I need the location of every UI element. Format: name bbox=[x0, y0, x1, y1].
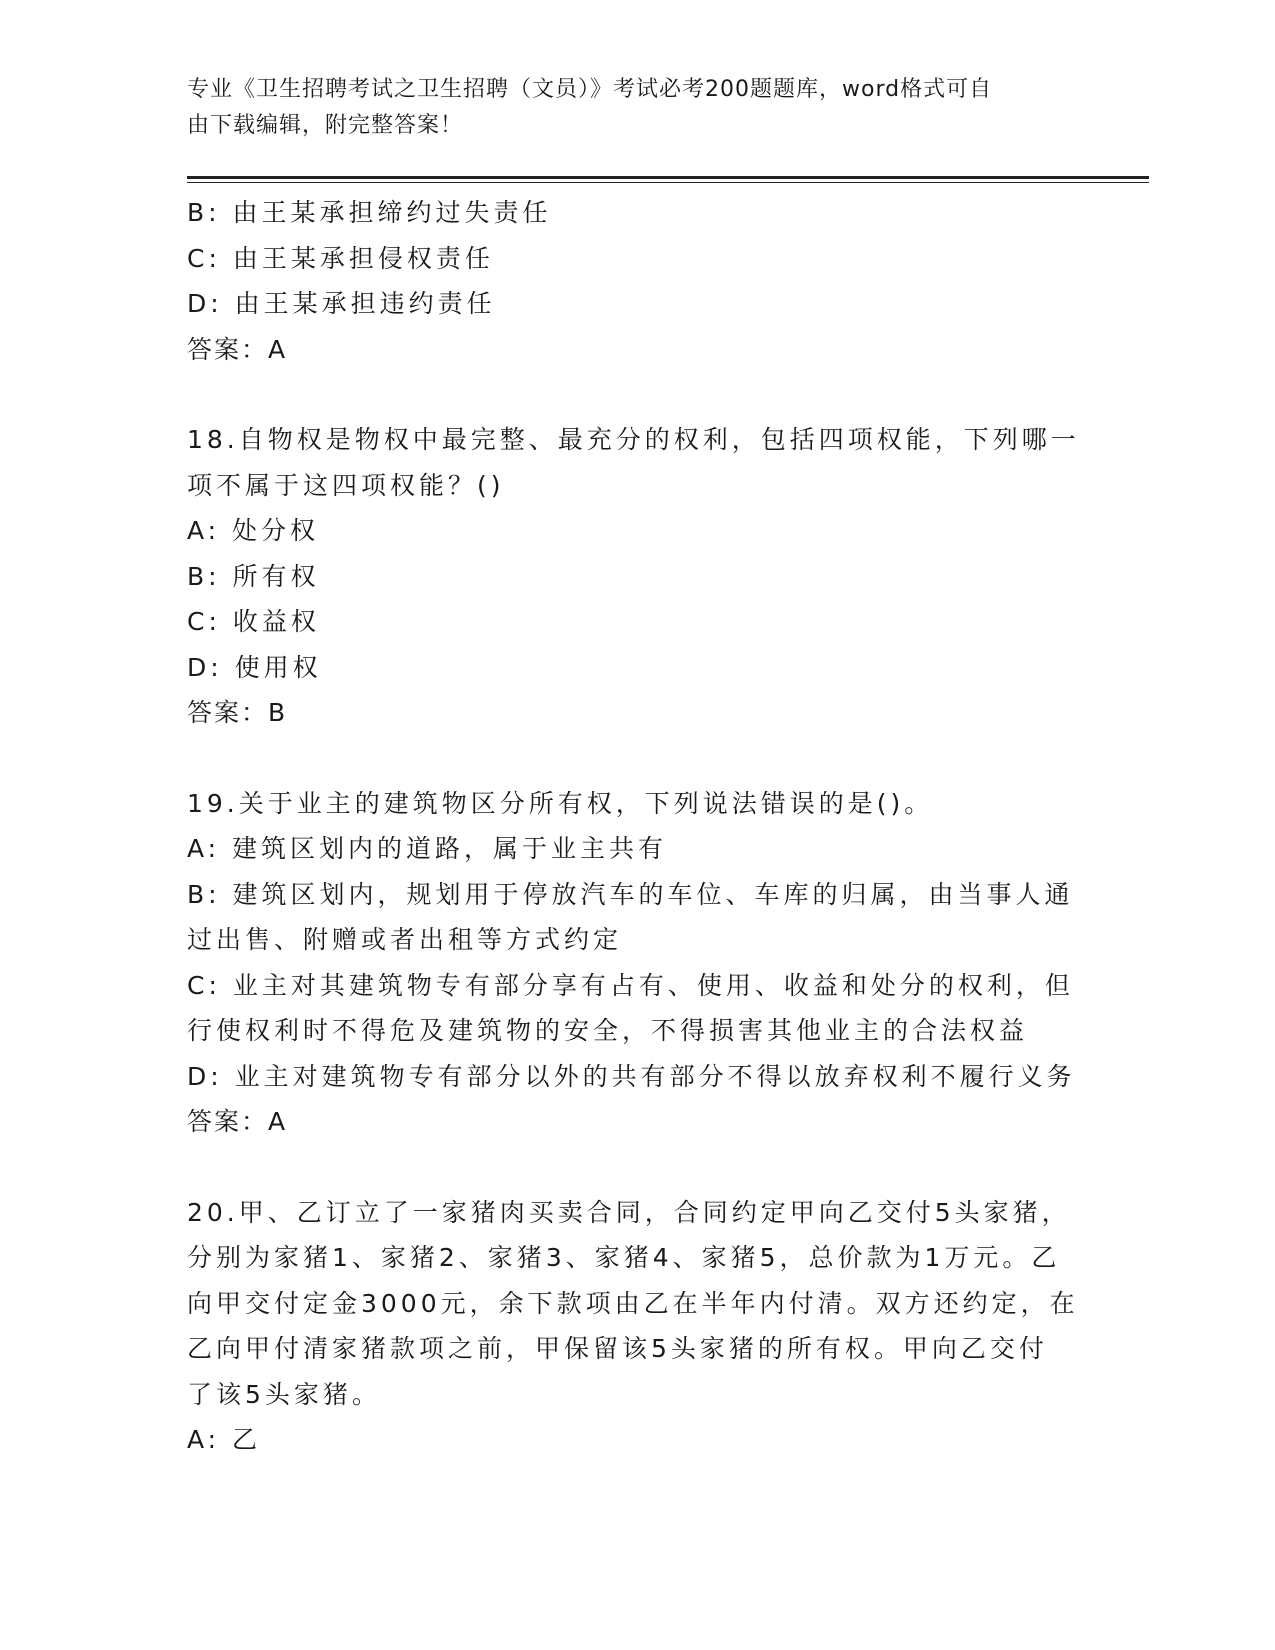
option-c: C: 业主对其建筑物专有部分享有占有、使用、收益和处分的权利，但 bbox=[187, 970, 1074, 1000]
option-b: B: 建筑区划内，规划用于停放汽车的车位、车库的归属，由当事人通 bbox=[187, 879, 1074, 909]
header-divider bbox=[187, 176, 1149, 179]
question-stem: 18.自物权是物权中最完整、最充分的权利，包括四项权能，下列哪一 bbox=[187, 425, 1080, 454]
option-b-continued: 过出售、附赠或者出租等方式约定 bbox=[187, 925, 623, 954]
question-stem: 19.关于业主的建筑物区分所有权，下列说法错误的是()。 bbox=[187, 788, 934, 818]
document-header bbox=[187, 72, 1067, 144]
header-line: 专业《卫生招聘考试之卫生招聘（文员）》考试必考200题题库，word格式可自 bbox=[187, 77, 993, 102]
document-body bbox=[187, 190, 1087, 1463]
question-stem: 向甲交付定金3000元，余下款项由乙在半年内付清。双方还约定，在 bbox=[187, 1288, 1079, 1318]
option-a: A: 建筑区划内的道路，属于业主共有 bbox=[187, 834, 668, 863]
option-b: B: 由王某承担缔约过失责任 bbox=[187, 198, 552, 227]
option-d: D: 由王某承担违约责任 bbox=[187, 289, 496, 318]
question-19 bbox=[187, 781, 1087, 1145]
header-divider-thin bbox=[187, 182, 1149, 183]
option-d: D: 业主对建筑物专有部分以外的共有部分不得以放弃权利不履行义务 bbox=[187, 1061, 1076, 1091]
question-stem: 项不属于这四项权能？() bbox=[187, 470, 505, 500]
spacer bbox=[187, 736, 1087, 781]
answer-line: 答案：B bbox=[187, 698, 288, 727]
question-stem: 乙向甲付清家猪款项之前，甲保留该5头家猪的所有权。甲向乙交付 bbox=[187, 1334, 1048, 1363]
option-c-continued: 行使权利时不得危及建筑物的安全，不得损害其他业主的合法权益 bbox=[187, 1016, 1029, 1045]
question-stem: 分别为家猪1、家猪2、家猪3、家猪4、家猪5，总价款为1万元。乙 bbox=[187, 1243, 1061, 1272]
option-a: A: 乙 bbox=[187, 1425, 262, 1454]
option-a: A: 处分权 bbox=[187, 516, 320, 545]
question-18 bbox=[187, 417, 1087, 736]
question-stem: 20.甲、乙订立了一家猪肉买卖合同，合同约定甲向乙交付5头家猪， bbox=[187, 1197, 1071, 1227]
question-20 bbox=[187, 1190, 1087, 1463]
answer-line: 答案：A bbox=[187, 334, 288, 364]
header-line: 由下载编辑，附完整答案！ bbox=[187, 113, 464, 138]
spacer bbox=[187, 1145, 1087, 1190]
option-d: D: 使用权 bbox=[187, 652, 322, 682]
option-b: B: 所有权 bbox=[187, 561, 320, 591]
option-c: C: 收益权 bbox=[187, 607, 320, 636]
question-stem: 了该5头家猪。 bbox=[187, 1379, 381, 1409]
question-17-tail bbox=[187, 190, 1087, 372]
spacer bbox=[187, 372, 1087, 417]
answer-line: 答案：A bbox=[187, 1107, 288, 1136]
option-c: C: 由王某承担侵权责任 bbox=[187, 243, 494, 273]
